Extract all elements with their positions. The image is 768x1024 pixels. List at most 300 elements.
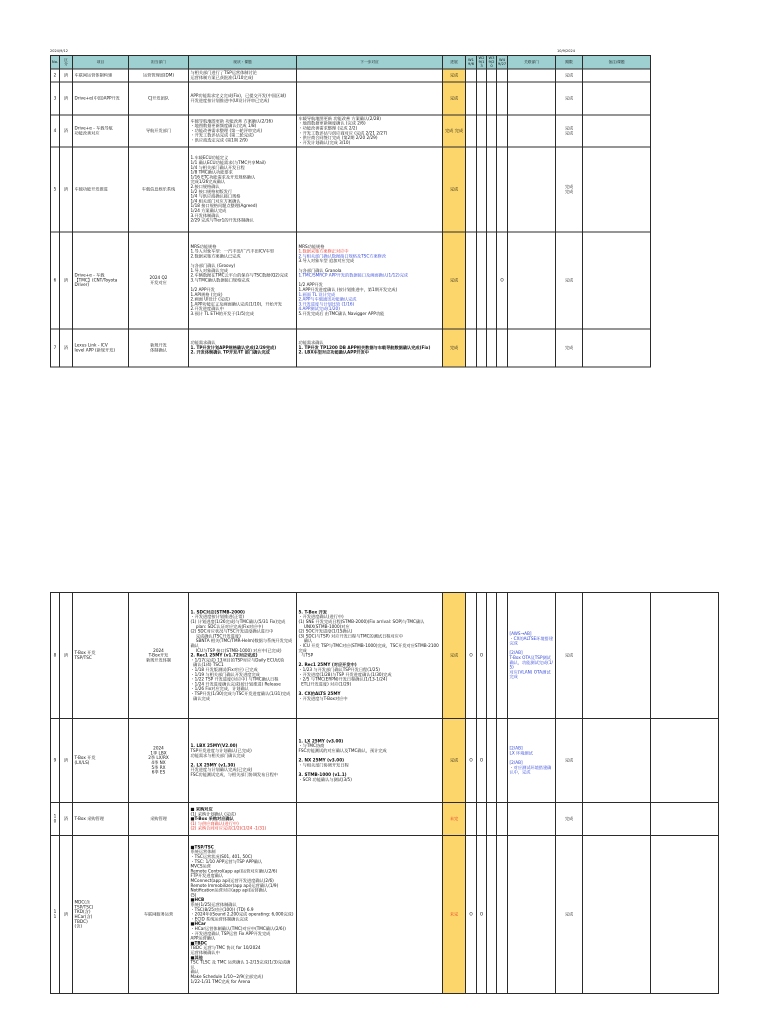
cell-w1: O: [466, 719, 477, 803]
cell-line: ・开发进度确认 TSP运营 Fix APP开发完成: [190, 930, 271, 936]
header-next: 下一步对应: [297, 56, 443, 69]
cell-line: Make Schedule 1/10~2/9(全部完成): [190, 973, 264, 979]
header-related: 关联部门: [508, 56, 556, 69]
cell-line: 2.开发进度确认中: [190, 306, 224, 312]
cell-next: [297, 719, 443, 803]
cell-item: MDC(含 TSP/TSC) TKD(含) HCar(含) TBDC) (含): [73, 836, 129, 994]
cell-w1: O: [466, 836, 477, 994]
cell-line: plan: SDC认证对应完成(Fix对应中): [190, 623, 264, 629]
cell-line: 5. T-Box 开发: [298, 609, 328, 615]
cell-w3: [487, 82, 497, 115]
header-w3: W3 9/20: [488, 55, 495, 69]
cell-line: 开发进度与计划确认完成(已完成): [190, 767, 253, 773]
cell-line: 1/22-1/31 TMC完成 for Arena: [190, 978, 251, 984]
cell-line: 2.接口规格确认: [190, 184, 220, 190]
cell-line: ・ICU 开发 TSP与TMC对应(STMB-1000)完成，TSC开发对应STMB-2100完成: [298, 643, 439, 653]
cell-line: 1.TMC/SMRCP APP开发的数据接口及画面确认(1/12)完成: [298, 272, 408, 278]
cell-line: 1/4 与供应商确认接口规格: [190, 193, 241, 199]
cell-line: (2) 采购合同对应完成(1/2)(1/24 -1/31): [190, 825, 267, 831]
cell-line: ・功能改善需求整理 (完成 2/2): [298, 125, 358, 131]
cell-line: ・HCar运营体制确认(TMC)对应中(TMC确认(2/6)): [190, 925, 286, 931]
cell-no: 7: [51, 329, 60, 367]
cell-item: T-Box 开发 TSP/TSC: [73, 593, 129, 719]
cell-next: [297, 115, 443, 147]
cell-status: 済: [60, 69, 73, 82]
cell-no: 8: [51, 593, 60, 719]
cell-line: ■HCar: [190, 921, 206, 927]
cell-line: ・开发进度确认(进行中): [298, 614, 344, 620]
cell-line: 确认完成: [190, 695, 210, 701]
cell-item: 车载功能开发推进: [73, 147, 129, 232]
cell-dept: 2024 T-Box开发 新规开发体制: [129, 593, 189, 719]
cell-dept: 车联网服务运营: [129, 836, 189, 994]
cell-w2: [477, 232, 487, 329]
cell-w1: [466, 82, 477, 115]
cell-w4: [497, 115, 508, 147]
cell-line: 完成确认(TSC开发进度): [190, 633, 241, 639]
cell-status: 済: [60, 836, 73, 994]
cell-line: ・2/5 与TMC(ERPN)开发日程确认(1/13-1/24): [298, 676, 388, 682]
cell-item: Lexus Link - ICV level APP (新规开发): [73, 329, 129, 367]
cell-line: ・TSP开发(1/30)完成与TSC开发进度确认(1/31)完成: [190, 690, 291, 696]
table-row: [51, 719, 719, 803]
cell-line: 4.APP测试完成(1/20): [298, 306, 340, 312]
cell-due: 完成: [556, 803, 583, 836]
cell-line: ・1/24 开发进度确认完成(按计划推进) Release: [190, 681, 281, 687]
cell-current: [189, 803, 297, 836]
cell-line: ・ECID 系统运营体制确认完成: [190, 916, 248, 922]
cell-line: 1.导入对象车型：一汽丰田/广汽丰田ICV车型: [190, 248, 275, 254]
cell-line: ・TSC: 1/10 APP运营与TSP APP确认: [190, 858, 263, 864]
cell-next: [297, 329, 443, 367]
cell-progress: 完成: [443, 147, 466, 232]
progress-table: [50, 55, 651, 367]
cell-w2: [477, 803, 487, 836]
cell-w4: [497, 803, 508, 836]
cell-line: ・与TMC协商: [298, 743, 325, 749]
cell-line: ・1/18 开发版测试(Fix对应) 已完成: [190, 666, 258, 672]
cell-w4: [497, 69, 508, 82]
cell-line: ・开发进度按计划推进(正常): [190, 614, 245, 620]
cell-next: [297, 69, 443, 82]
cell-current: [189, 232, 297, 329]
cell-line: 1.画面 TL 设计完成: [298, 291, 336, 297]
cell-current: [189, 329, 297, 367]
cell-line: ・与相关部门协调开发日程: [298, 762, 349, 768]
cell-line: LX 环境测试: [509, 750, 533, 756]
cell-line: 2. Rec1 25MY (对应开发中): [298, 662, 357, 668]
cell-line: 系统运营体制: [190, 849, 216, 855]
cell-line: [2/AB]: [509, 760, 523, 765]
cell-w4: [497, 329, 508, 367]
cell-line: 1/2 APP开发: [298, 282, 323, 288]
cell-dept: 2024 1季 LBX 2季 LX/RX 4季 NX 5季 RX 6季 ES: [129, 719, 189, 803]
cell-line: ・供应商选定完成 (第1期 2/9): [190, 137, 248, 143]
cell-line: 确认(1/4) TSC1: [190, 662, 224, 668]
cell-dept: 新规开发 体制确认: [129, 329, 189, 367]
cell-line: 确认: [190, 969, 199, 975]
cell-current: [189, 147, 297, 232]
cell-line: ・供应商合同签订完成 (第2期 2/20 2/29): [298, 135, 378, 141]
cell-line: 与TSP: [298, 652, 314, 658]
table-row: [51, 593, 719, 719]
cell-no: 3: [51, 82, 60, 115]
cell-related: [508, 69, 556, 82]
header-no: No.: [51, 56, 60, 69]
cell-line: 3. CX的ALTS 25MY: [298, 690, 341, 696]
cell-w2: O: [477, 836, 487, 994]
cell-related: [508, 82, 556, 115]
cell-status: 済: [60, 593, 73, 719]
cell-line: ■TBDC: [190, 940, 208, 946]
cell-line: ・1/19 与相关部门确认开发进度完成: [190, 671, 260, 677]
header-w1: W1 9/6: [466, 56, 477, 69]
cell-no: 9: [51, 719, 60, 803]
cell-related: [508, 147, 556, 232]
cell-w3: [487, 593, 497, 719]
cell-related: [508, 803, 556, 836]
cell-dept: 2024 Q2 开发对应: [129, 232, 189, 329]
cell-line: T-Box OTA及TSP测试确认，功能测试完成(1/5): [509, 655, 553, 670]
table-row: [51, 232, 651, 329]
cell-line: 2. LBX车型对应功能确认APP开发中: [298, 349, 369, 355]
cell-line: ・开发工数评估与供应商对应 (完成 2/21 2/27): [298, 130, 388, 136]
cell-w1: [466, 69, 477, 82]
cell-due: 完成 完成: [556, 147, 583, 232]
cell-memo: [583, 147, 651, 232]
cell-line: 对应(VLAN) OTA测试完成: [509, 669, 551, 680]
cell-related: [508, 329, 556, 367]
cell-memo: [583, 329, 651, 367]
header-w2: W2 9/13: [478, 55, 485, 69]
cell-w3: [487, 329, 497, 367]
cell-next: [297, 232, 443, 329]
cell-progress: 完成: [443, 69, 466, 82]
header-status: 区 分: [60, 56, 73, 69]
cell-w4: [497, 593, 508, 719]
cell-memo: [583, 593, 651, 719]
cell-no: 4: [51, 115, 60, 147]
cell-related: [508, 115, 556, 147]
table-row: [51, 836, 719, 994]
cell-line: ・功能改善需求整理 (第一轮评审完成): [190, 127, 263, 133]
cell-line: TSP开发进度与计划确认(已完成): [190, 748, 252, 754]
cell-w1: [466, 115, 477, 147]
cell-w2: [477, 82, 487, 115]
cell-dept: CJ开发团队: [129, 82, 189, 115]
cell-memo: [583, 232, 651, 329]
cell-line: Remote Immobilizer(app api)运营确认(1/9): [190, 882, 279, 888]
cell-dept: 采购管理: [129, 803, 189, 836]
cell-line: 开发进度按计划推进中(UI设计评审已完成): [190, 97, 270, 103]
cell-w3: [487, 69, 497, 82]
cell-status: 済: [60, 232, 73, 329]
header-memo: 备注/课题: [583, 56, 651, 69]
cell-line: Notification运营对应(app api)运营确认: [190, 887, 267, 893]
cell-w4: [497, 82, 508, 115]
progress-table-page-1: [50, 55, 651, 367]
cell-line: ・开发工数评估完成 (第二轮完成): [190, 132, 254, 138]
cell-progress: 完成: [443, 329, 466, 367]
table-row: [51, 329, 651, 367]
cell-line: 完成1/26完成确认: [190, 179, 226, 185]
cell-w3: [487, 232, 497, 329]
cell-no: 6: [51, 232, 60, 329]
cell-status: 済: [60, 147, 73, 232]
cell-memo: [583, 115, 651, 147]
cell-dept: 车载信息娱乐系统: [129, 147, 189, 232]
cell-line: ・开发进度与T-Box对应中: [298, 695, 348, 701]
table-row: [51, 69, 651, 82]
cell-extra: [651, 803, 719, 836]
cell-line: MVCS运营: [190, 863, 211, 869]
cell-line: 运营体制确认中: [190, 949, 220, 955]
cell-no: 11: [51, 836, 60, 994]
cell-line: 功能需求确认: [190, 340, 216, 346]
cell-due: 完成: [556, 719, 583, 803]
cell-line: 1.APP功能定义及画面确认完成(1/10)，开始开发: [190, 301, 283, 307]
cell-w4: [497, 719, 508, 803]
cell-line: ・1/26 Fix对应完成，计划确认: [190, 686, 249, 692]
cell-line: 1/2 接口规格初版发行: [190, 188, 233, 194]
cell-line: FSC功能测试完成，与相关部门协调发布日程中: [190, 771, 278, 777]
cell-next: [297, 82, 443, 115]
cell-next: [297, 593, 443, 719]
cell-line: MRS功能规格: [298, 244, 325, 249]
cell-memo: [583, 803, 651, 836]
cell-w1: [466, 329, 477, 367]
cell-progress: 完成: [443, 719, 466, 803]
cell-line: ・地图数据更新频度确认 (完成 2/6): [298, 120, 366, 126]
progress-table-continued: [50, 592, 719, 994]
cell-line: 1/8 TMC确认功能要求: [190, 169, 233, 175]
cell-line: Remote Control(app api)运营对应确认(2/6): [190, 868, 278, 874]
cell-no: 5: [51, 147, 60, 232]
cell-line: ・TSC运营状况(S01, 401, 50C): [190, 854, 253, 860]
cell-line: (2) SDC对应状况与TSC开发进度确认进行中: [190, 628, 274, 634]
cell-line: MConnect(app api)运营开发进度确认(2/6): [190, 878, 274, 884]
cell-line: 1.导入对象确认完成: [190, 267, 228, 273]
cell-line: 1/16 ETC功能需求及开发规格确认: [190, 174, 256, 180]
cell-line: ・开发计划确认(完成 3/10): [298, 139, 351, 145]
cell-line: (1) 采购计划确认 (完成): [190, 811, 236, 817]
cell-progress: 完成 完成: [443, 115, 466, 147]
cell-w1: O: [466, 593, 477, 719]
cell-line: FTP开发进度确认: [190, 873, 224, 879]
cell-w2: O: [477, 593, 487, 719]
cell-due: 完成: [556, 69, 583, 82]
cell-line: 2.与相关部门确认数据接口规格及TSC方案修改: [298, 253, 387, 259]
cell-line: ICU与TSP 接口(STMB-1000) 对应中(已完成): [190, 647, 282, 653]
cell-line: 5.开发完成后 由TMC确认 Navigger APP功能: [298, 310, 385, 316]
cell-w2: O: [477, 719, 487, 803]
cell-current: [189, 593, 297, 719]
cell-line: 1.API规格 (完成): [190, 291, 223, 297]
cell-line: ・对应测试环境搭建确认中，完成: [509, 764, 552, 775]
cell-line: APP功能需求定义完成(Fix)，已提交开发(中国区域): [190, 93, 287, 99]
cell-line: TBDC 运营与TMC 协议 for 10/2024: [190, 945, 261, 951]
cell-line: (1) 计划进度(1/26完成)与TMC确认(5/31 Fix)完成: [190, 619, 286, 625]
cell-item: 车联网运营体制构建: [73, 69, 129, 82]
cell-line: 1.车载ECU功能定义: [190, 155, 229, 161]
cell-w1: [466, 147, 477, 232]
cell-line: TSC TLSC 及 TMC 运营确认 1-2/15完成(1/3)完成确认: [190, 959, 291, 970]
cell-status: 済: [60, 329, 73, 367]
cell-w2: [477, 329, 487, 367]
cell-w1: [466, 232, 477, 329]
cell-line: 2. Rec1 25MY (v1.72对应完成): [190, 652, 258, 658]
cell-item: Drive+α - 车载导航 功能改善对应: [73, 115, 129, 147]
cell-w2: [477, 147, 487, 232]
cell-current: [189, 69, 297, 82]
cell-status: 済: [60, 803, 73, 836]
cell-line: 3. STMB-1000 (v1.1): [298, 771, 347, 777]
cell-line: 功能需求与相关部门确认完成: [190, 752, 245, 758]
cell-line: ・2024年(iSound 2,200完成 operating: 6,000完成): [190, 911, 294, 917]
table-row: [51, 82, 651, 115]
cell-line: (1) SNE 开发完成日程(STMB-2000)(Fix arrival: SOP)与TMC确认: [298, 619, 425, 625]
cell-memo: [583, 836, 651, 994]
cell-line: 与各部门确认 (Groovy): [190, 263, 236, 269]
cell-dept: 运营管理部(DM): [129, 69, 189, 82]
cell-related: [508, 232, 556, 329]
cell-line: (1) 与供应商确认(进行中): [190, 820, 239, 826]
cell-line: 2. NX 25MY (v3.00): [298, 757, 345, 763]
cell-status: 済: [60, 82, 73, 115]
cell-line: 车载导航地图更新 功能改善 方案确认(2/28): [298, 116, 381, 121]
cell-line: 与相关部门进行了TSP运营体制讨论: [190, 70, 257, 76]
cell-memo: [583, 719, 651, 803]
cell-line: ・地图数据更新频度确认(完成 1/8): [190, 123, 257, 129]
cell-status: 済: [60, 115, 73, 147]
cell-next: [297, 147, 443, 232]
schedule-date: 10/9/2024: [557, 49, 575, 53]
cell-line: 1. TP开发 TP1200 DB APP相关数据与车载导航数据确认完成(Fix): [298, 344, 431, 350]
cell-status: 済: [60, 719, 73, 803]
cell-line: MRS功能规格: [190, 244, 217, 249]
cell-current: [189, 115, 297, 147]
cell-line: ・1/23 与开发部门确认TSP开发日程(1/25): [298, 666, 380, 672]
cell-dept: 导航开发部门: [129, 115, 189, 147]
cell-line: 2. 开发体制确认 TP开发/IT 部门确认完成: [190, 349, 270, 355]
cell-line: (2) SOC开发进度(1/15确认): [298, 628, 353, 634]
cell-line: 2.APP与车载通讯功能确认完成: [298, 296, 357, 302]
cell-line: 运营体制方案已获批准(1/10完成): [190, 74, 254, 80]
cell-due: 完成: [556, 836, 583, 994]
cell-item: T-Box 开发 (LX/LS): [73, 719, 129, 803]
cell-line: 1/1 确认ECU功能需求(与TMC共享Mail): [190, 160, 266, 166]
header-current: 现状・课题: [189, 56, 297, 69]
cell-line: [2/AB]: [509, 746, 523, 751]
cell-line: ETL(开发进度) 对应(1/29): [298, 681, 352, 687]
cell-line: 3.开发进度与计划比较 (1/16): [298, 301, 355, 307]
cell-line: ■T-Box 采购对应确认: [190, 816, 234, 822]
cell-memo: [583, 69, 651, 82]
cell-w2: [477, 115, 487, 147]
cell-line: ■ 采购对应: [190, 807, 213, 812]
cell-line: [2/AB]: [509, 650, 523, 656]
cell-w1: [466, 803, 477, 836]
table-header-row: [51, 56, 651, 69]
table-row: [51, 115, 651, 147]
cell-line: ■TSP/TSC: [190, 844, 214, 850]
cell-line: APP运营确认: [190, 935, 216, 941]
cell-extra: [651, 836, 719, 994]
cell-line: 3.预计 TL ETH的开发于(1/5)完成: [190, 310, 254, 316]
header-w4: W4 9/27: [497, 56, 508, 69]
cell-line: 3.与TMC确认数据接口规格完成: [190, 277, 250, 283]
cell-w3: [487, 147, 497, 232]
report-date: 2024/9/12: [50, 49, 68, 53]
cell-line: ・TSC(8/25对应(100)) (TD) 6.9: [190, 906, 254, 912]
cell-progress: 完成: [443, 593, 466, 719]
table-row: [51, 803, 719, 836]
cell-item: Drive+α(中国)APP开发: [73, 82, 129, 115]
cell-line: ・CX的ALTSE环境搭建完成: [509, 635, 553, 646]
cell-line: 1/4 与相关部门确认开发日程: [190, 164, 245, 170]
cell-line: (3) SDC(与TSP) 对应开发日程与TMC的测试日程对应中: [298, 633, 404, 639]
header-due: 期限: [556, 56, 583, 69]
cell-related: [508, 719, 556, 803]
cell-line: 1. LBX 25MY(V2.00): [190, 743, 238, 749]
cell-line: 3.导入对象车型 追加对应完成: [298, 258, 355, 264]
cell-due: 完成: [556, 593, 583, 719]
header-progress: 进展: [443, 56, 466, 69]
cell-due: 完成: [556, 329, 583, 367]
cell-line: 系统(1/25)运营体制确认: [190, 902, 237, 908]
cell-w4: [497, 147, 508, 232]
progress-table-page-2: [50, 592, 719, 994]
cell-line: [AWS→AB]: [509, 631, 532, 637]
cell-w3: [487, 719, 497, 803]
cell-line: 功能需求确认: [298, 340, 324, 346]
cell-next: [297, 803, 443, 836]
cell-line: 车载导航地图更新 功能改善 方案确认(2/16): [190, 118, 273, 124]
cell-memo: [583, 82, 651, 115]
cell-line: ・1/22 TSP 开发进度(对应中) 与TMC确认日程: [190, 676, 279, 682]
cell-line: 2/29 完成与Tier1的开发体制确认: [190, 217, 254, 223]
cell-line: 1/24 方案确认完成: [190, 207, 227, 213]
cell-w3: [487, 803, 497, 836]
cell-current: [189, 82, 297, 115]
cell-related: [508, 836, 556, 994]
cell-w4: [497, 836, 508, 994]
cell-current: [189, 836, 297, 994]
cell-line: 2.画面 UI设计 (完成): [190, 296, 230, 302]
cell-progress: 未完: [443, 803, 466, 836]
cell-due: 完成: [556, 82, 583, 115]
cell-extra: [651, 593, 719, 719]
cell-w3: [487, 115, 497, 147]
cell-line: 确认: [298, 638, 313, 644]
header-item: 项目: [73, 56, 129, 69]
cell-line: 1/18 接口规格问题点整理(Agreed): [190, 203, 258, 209]
cell-line: ■其他: [190, 954, 203, 960]
cell-related: [508, 593, 556, 719]
cell-progress: 完成: [443, 232, 466, 329]
cell-line: ・开发进度(1/28)与TSP 开发进度确认(1/30)完成: [298, 671, 392, 677]
cell-line: 1. LX 25MY (v3.00): [298, 738, 344, 744]
cell-line: 2.数据采集方案确认已完成: [190, 253, 241, 259]
cell-w2: [477, 69, 487, 82]
cell-due: 完成: [556, 232, 583, 329]
cell-line: 1.APP开发进度确认 (按计划推进中，第1期开发完成): [298, 287, 398, 292]
cell-progress: 完成: [443, 82, 466, 115]
cell-no: 2: [51, 69, 60, 82]
cell-line: 2.车辆数据在TMC云平台的保存与TSC数据(Q2)完成: [190, 272, 288, 278]
cell-progress: 未完: [443, 836, 466, 994]
cell-next: [297, 836, 443, 994]
